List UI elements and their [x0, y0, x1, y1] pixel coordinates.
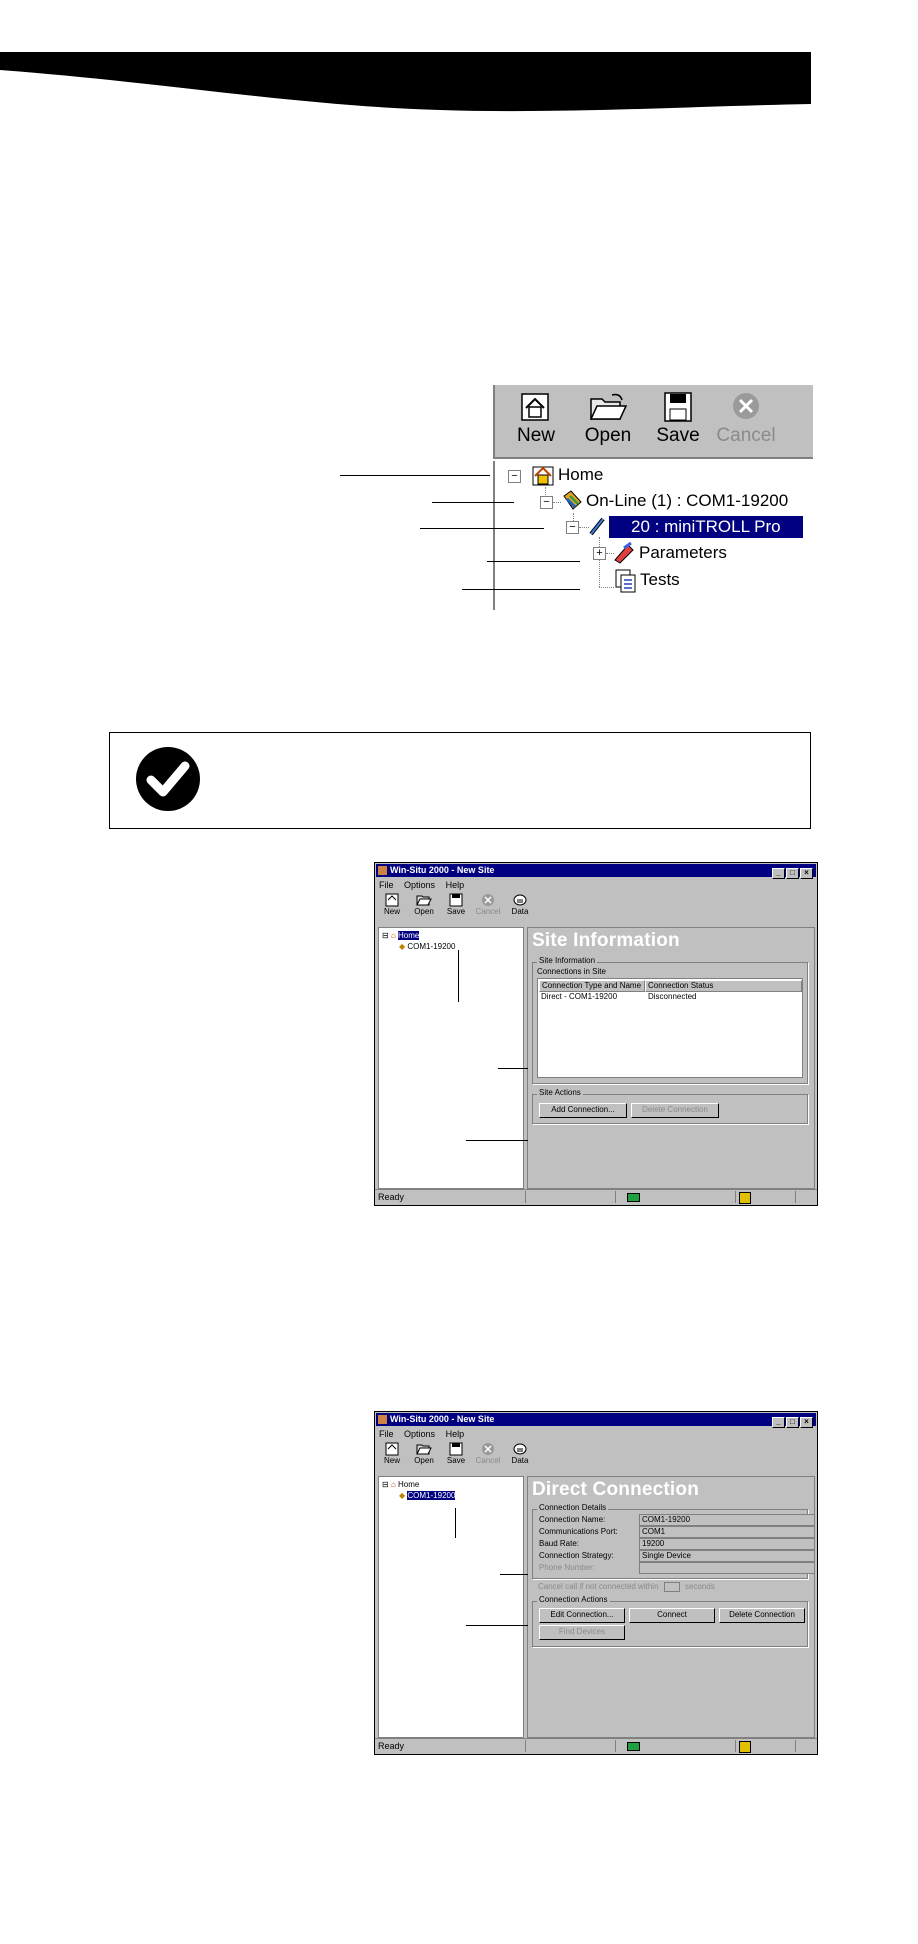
group-label: Site Information — [539, 956, 596, 965]
site-info-group — [532, 956, 808, 1084]
status-text: Ready — [378, 1741, 405, 1751]
menu-options[interactable]: Options — [404, 880, 436, 890]
close-button[interactable]: × — [800, 1417, 813, 1428]
site-actions-group — [532, 1088, 808, 1124]
tree-device-selected[interactable] — [609, 516, 803, 538]
toolbar — [375, 1442, 817, 1474]
tree-connection[interactable]: On-Line (1) : COM1-19200 — [586, 491, 789, 510]
save-label: Save — [656, 425, 700, 446]
tree-pane — [378, 1476, 524, 1738]
field-label: Connection Strategy: — [539, 1551, 614, 1560]
add-connection-button[interactable]: Add Connection... — [539, 1103, 627, 1118]
new-label: New — [516, 425, 555, 446]
callout-home — [340, 475, 490, 476]
collapse-home[interactable]: − — [508, 470, 521, 483]
data-icon — [512, 1442, 528, 1456]
field-connection-name — [539, 1514, 691, 1525]
probe-icon — [589, 516, 607, 536]
cancel-note-prefix: Cancel call if not connected within — [538, 1582, 659, 1591]
cancel-icon — [481, 1442, 495, 1456]
open-button[interactable] — [577, 391, 639, 447]
maximize-button[interactable]: □ — [786, 868, 799, 879]
open-label: Open — [414, 1456, 434, 1465]
cancel-button[interactable] — [473, 1442, 503, 1465]
floppy-save-icon — [661, 391, 695, 423]
strategy-value[interactable]: Single Device — [639, 1550, 815, 1562]
edit-connection-button[interactable]: Edit Connection... — [539, 1608, 625, 1623]
window-title: Win-Situ 2000 - New Site — [390, 865, 495, 875]
site-info-panel — [527, 927, 815, 1189]
callout-parameters — [487, 561, 580, 562]
folder-open-icon — [588, 391, 628, 423]
panel-title: Site Information — [532, 930, 680, 951]
app-icon — [378, 1415, 387, 1424]
cancel-label: Cancel — [475, 1456, 501, 1465]
save-button[interactable] — [647, 391, 709, 447]
open-button[interactable] — [409, 893, 439, 916]
title-bar — [376, 864, 816, 877]
home-icon — [531, 463, 555, 487]
expand-parameters[interactable]: + — [593, 547, 606, 560]
window-title: Win-Situ 2000 - New Site — [390, 1414, 495, 1424]
checkmark-icon — [135, 746, 201, 812]
actions-label: Connection Actions — [539, 1595, 608, 1604]
callout-w1-actions — [466, 1140, 528, 1141]
phone-value[interactable] — [639, 1562, 815, 1574]
cell-connection-status[interactable]: Disconnected — [648, 992, 697, 1001]
menu-options[interactable]: Options — [404, 1429, 436, 1439]
callout-connection — [432, 502, 514, 503]
status-bar — [375, 1738, 817, 1754]
home-new-icon — [385, 893, 399, 907]
folder-open-icon — [416, 1442, 432, 1456]
connection-actions-group — [532, 1595, 808, 1647]
floppy-save-icon — [449, 1442, 463, 1456]
connection-tag-icon — [561, 489, 583, 513]
tree-home: Home — [398, 1480, 420, 1489]
toolbar — [375, 893, 817, 925]
large-tree-crop — [493, 385, 813, 610]
open-button[interactable] — [409, 1442, 439, 1465]
connection-window — [374, 1411, 818, 1755]
folder-open-icon — [416, 893, 432, 907]
home-new-icon — [519, 391, 553, 423]
menu-bar — [379, 1428, 472, 1440]
tree-home-row[interactable]: ⊟ ⌂ Home — [382, 931, 420, 940]
cancel-call-note — [538, 1581, 715, 1592]
menu-help[interactable]: Help — [445, 1429, 465, 1439]
field-label: Baud Rate: — [539, 1539, 580, 1548]
maximize-button[interactable]: □ — [786, 1417, 799, 1428]
floppy-save-icon — [449, 893, 463, 907]
minimize-button[interactable]: _ — [772, 868, 785, 879]
cancel-icon — [729, 391, 763, 423]
field-label: Phone Number: — [539, 1563, 596, 1572]
device-label: 20 : miniTROLL Pro — [609, 516, 803, 538]
field-label: Connection Name: — [539, 1515, 606, 1524]
find-devices-button[interactable]: Find Devices — [539, 1625, 625, 1640]
connections-label: Connections in Site — [537, 967, 606, 976]
cancel-label: Cancel — [716, 425, 776, 446]
callout-w1-list — [498, 1068, 528, 1069]
tree-tests[interactable]: Tests — [640, 570, 680, 589]
timeout-input[interactable] — [664, 1582, 680, 1592]
callout-tests — [462, 589, 580, 590]
direct-connection-panel — [527, 1476, 815, 1738]
data-label: Data — [511, 907, 529, 916]
tree-pane — [378, 927, 524, 1189]
baud-value[interactable]: 19200 — [639, 1538, 815, 1550]
actions-label: Site Actions — [539, 1088, 581, 1097]
details-label: Connection Details — [539, 1503, 607, 1512]
connection-details-group — [532, 1503, 808, 1579]
field-strategy — [539, 1550, 691, 1561]
col-header-name[interactable]: Connection Type and Name — [539, 980, 645, 992]
callout-w2-tree — [455, 1508, 456, 1538]
parameters-icon — [612, 540, 636, 564]
tree-connection: COM1-19200 — [407, 942, 456, 951]
cancel-note-suffix: seconds — [684, 1582, 715, 1591]
device-tree — [493, 461, 813, 610]
connection-name-value[interactable]: COM1-19200 — [639, 1514, 815, 1526]
new-button[interactable] — [377, 893, 407, 916]
field-phone — [539, 1562, 595, 1573]
cancel-label: Cancel — [475, 907, 501, 916]
big-toolbar — [493, 385, 813, 459]
close-button[interactable]: × — [800, 868, 813, 879]
connections-list[interactable] — [537, 978, 803, 1078]
save-label: Save — [446, 907, 466, 916]
data-button[interactable] — [505, 1442, 535, 1465]
minimize-button[interactable]: _ — [772, 1417, 785, 1428]
app-icon — [378, 866, 387, 875]
cancel-button[interactable] — [715, 391, 777, 447]
new-label: New — [383, 907, 400, 916]
device-status-icon — [739, 1741, 751, 1753]
header-banner — [0, 52, 811, 112]
panel-title: Direct Connection — [532, 1479, 700, 1500]
open-label: Open — [414, 907, 434, 916]
col-header-status[interactable]: Connection Status — [645, 980, 802, 992]
callout-w2-details — [500, 1574, 528, 1575]
title-bar — [376, 1413, 816, 1426]
status-text: Ready — [378, 1192, 405, 1202]
save-label: Save — [446, 1456, 466, 1465]
data-icon — [512, 893, 528, 907]
field-port — [539, 1526, 666, 1537]
tree-connection: COM1-19200 — [407, 1491, 456, 1500]
new-label: New — [383, 1456, 400, 1465]
menu-bar — [379, 879, 472, 891]
delete-connection-button[interactable]: Delete Connection — [631, 1103, 719, 1118]
tree-connection-row[interactable]: ◆ COM1-19200 — [399, 1491, 456, 1500]
cancel-button[interactable] — [473, 893, 503, 916]
tree-home-row[interactable]: ⊟ ⌂ Home — [382, 1480, 420, 1489]
tests-icon — [613, 567, 637, 593]
save-button[interactable] — [441, 893, 471, 916]
connect-button[interactable]: Connect — [629, 1608, 715, 1623]
port-value[interactable]: COM1 — [639, 1526, 815, 1538]
tree-connection-row[interactable]: ◆ COM1-19200 — [399, 942, 456, 951]
home-new-icon — [385, 1442, 399, 1456]
data-button[interactable] — [505, 893, 535, 916]
collapse-device[interactable]: − — [566, 521, 579, 534]
callout-w1-tree — [458, 950, 459, 1002]
tree-home[interactable]: Home — [558, 465, 604, 484]
connection-status-icon — [627, 1742, 640, 1751]
connection-status-icon — [627, 1193, 640, 1202]
menu-file[interactable]: File — [379, 1429, 394, 1439]
delete-connection-button[interactable]: Delete Connection — [719, 1608, 805, 1623]
field-label: Communications Port: — [539, 1527, 618, 1536]
save-button[interactable] — [441, 1442, 471, 1465]
device-status-icon — [739, 1192, 751, 1204]
menu-help[interactable]: Help — [445, 880, 465, 890]
status-bar — [375, 1189, 817, 1205]
new-button[interactable] — [377, 1442, 407, 1465]
cell-connection-name[interactable]: Direct - COM1-19200 — [541, 992, 618, 1001]
tree-parameters[interactable]: Parameters — [639, 543, 727, 562]
open-label: Open — [584, 425, 632, 446]
site-window — [374, 862, 818, 1206]
callout-w2-actions — [466, 1625, 528, 1626]
tree-home: Home — [398, 931, 420, 940]
field-baud — [539, 1538, 665, 1549]
tip-box — [109, 732, 811, 829]
data-label: Data — [511, 1456, 529, 1465]
callout-device — [420, 528, 544, 529]
cancel-icon — [481, 893, 495, 907]
menu-file[interactable]: File — [379, 880, 394, 890]
new-button[interactable] — [505, 391, 567, 447]
collapse-connection[interactable]: − — [540, 496, 553, 509]
